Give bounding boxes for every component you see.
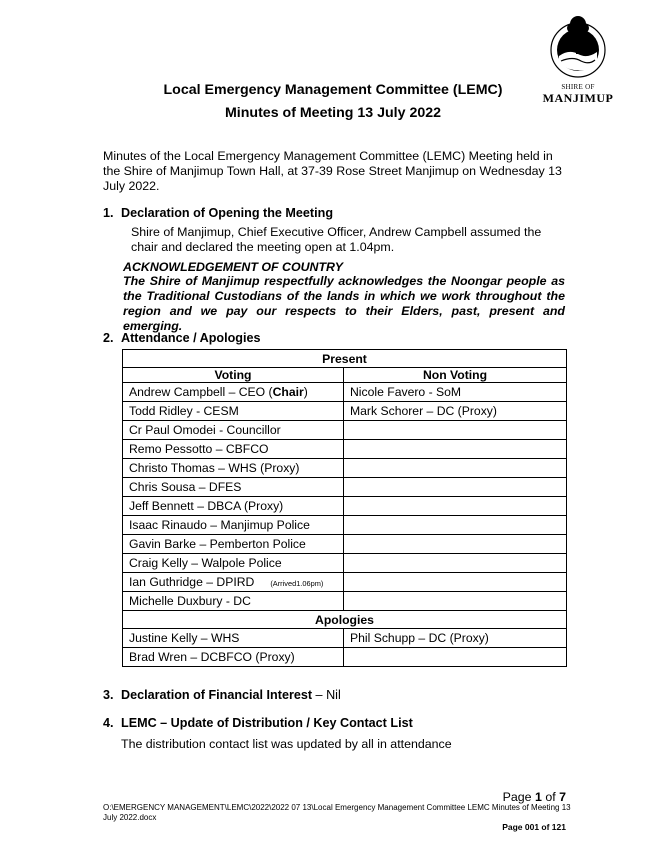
logo-name-line1: SHIRE OF xyxy=(561,83,595,91)
section-title: LEMC – Update of Distribution / Key Contact List xyxy=(121,716,413,730)
nonvoting-cell xyxy=(344,648,567,667)
section-title: Attendance / Apologies xyxy=(121,331,261,345)
voting-cell: Craig Kelly – Walpole Police xyxy=(123,554,344,573)
arrival-note: (Arrived1.06pm) xyxy=(270,579,324,588)
nonvoting-cell xyxy=(344,421,567,440)
section-4-heading xyxy=(103,716,413,730)
table-row xyxy=(123,592,567,611)
table-header-row xyxy=(123,350,567,368)
table-row xyxy=(123,402,567,421)
table-row xyxy=(123,554,567,573)
attendee-name: Andrew Campbell – CEO ( xyxy=(129,385,273,399)
nonvoting-cell xyxy=(344,440,567,459)
voting-cell: Justine Kelly – WHS xyxy=(123,629,344,648)
nonvoting-cell xyxy=(344,592,567,611)
voting-cell: Christo Thomas – WHS (Proxy) xyxy=(123,459,344,478)
page-prefix: Page xyxy=(502,790,535,804)
table-row xyxy=(123,573,567,592)
section-3-heading xyxy=(103,688,341,702)
shire-emblem-icon xyxy=(545,14,611,84)
voting-cell: Jeff Bennett – DBCA (Proxy) xyxy=(123,497,344,516)
voting-cell: Isaac Rinaudo – Manjimup Police xyxy=(123,516,344,535)
voting-cell xyxy=(123,573,344,592)
table-header-row xyxy=(123,611,567,629)
page-number xyxy=(503,790,566,804)
table-row xyxy=(123,459,567,478)
table-header-row xyxy=(123,368,567,383)
document-subtitle: Minutes of Meeting 13 July 2022 xyxy=(224,105,442,121)
voting-cell: Todd Ridley - CESM xyxy=(123,402,344,421)
page-total: 7 xyxy=(559,790,566,804)
voting-cell: Brad Wren – DCBFCO (Proxy) xyxy=(123,648,344,667)
chair-label: Chair xyxy=(272,385,304,399)
voting-header: Voting xyxy=(123,368,344,383)
intro-paragraph: Minutes of the Local Emergency Management Committee (LEMC) Meeting held in the Shire of Manjimup Town Hall, at 37-39 Rose Street Manjimup on Wednesday 13 July 2022. xyxy=(103,149,562,193)
section-1-body: Shire of Manjimup, Chief Executive Officer, Andrew Campbell assumed the chair and declared the meeting open at 1.04pm. xyxy=(131,225,542,254)
nonvoting-cell xyxy=(344,516,567,535)
attendance-table xyxy=(122,349,567,667)
section-number: 4. xyxy=(103,716,114,730)
acknowledgement-text: The Shire of Manjimup respectfully acknowledges the Noongar people as the Traditional Custodians of the lands in which we work throughout the region and we pay our respects to their Elders, past, present and emerging. xyxy=(123,274,565,333)
table-row xyxy=(123,383,567,402)
present-header: Present xyxy=(123,350,567,368)
nonvoting-cell xyxy=(344,554,567,573)
acknowledgement-heading: ACKNOWLEDGEMENT OF COUNTRY xyxy=(123,260,344,274)
table-row xyxy=(123,421,567,440)
voting-cell: Chris Sousa – DFES xyxy=(123,478,344,497)
nonvoting-cell: Mark Schorer – DC (Proxy) xyxy=(344,402,567,421)
document-title: Local Emergency Management Committee (LEMC) xyxy=(163,82,503,98)
apologies-header: Apologies xyxy=(123,611,567,629)
table-row xyxy=(123,535,567,554)
nonvoting-cell xyxy=(344,459,567,478)
table-row xyxy=(123,629,567,648)
voting-cell: Gavin Barke – Pemberton Police xyxy=(123,535,344,554)
nonvoting-header: Non Voting xyxy=(344,368,567,383)
attendee-name: Ian Guthridge – DPIRD xyxy=(129,575,255,589)
nonvoting-cell: Phil Schupp – DC (Proxy) xyxy=(344,629,567,648)
section-1-heading xyxy=(103,206,333,220)
nonvoting-cell xyxy=(344,573,567,592)
table-row xyxy=(123,516,567,535)
section-number: 2. xyxy=(103,331,114,345)
voting-cell: Remo Pessotto – CBFCO xyxy=(123,440,344,459)
table-row xyxy=(123,648,567,667)
table-row xyxy=(123,497,567,516)
nonvoting-cell xyxy=(344,535,567,554)
attendee-name-suffix: ) xyxy=(303,385,308,399)
page-current: 1 xyxy=(534,790,542,804)
section-2-heading xyxy=(103,331,260,345)
section-title: Declaration of Opening the Meeting xyxy=(121,206,334,220)
voting-cell: Michelle Duxbury - DC xyxy=(123,592,344,611)
section-number: 1. xyxy=(103,206,114,220)
voting-cell: Cr Paul Omodei - Councillor xyxy=(123,421,344,440)
voting-cell xyxy=(123,383,344,402)
section-number: 3. xyxy=(103,688,114,702)
page-mid: of xyxy=(541,790,560,804)
section-suffix: – Nil xyxy=(312,688,341,702)
logo-name-line2: MANJIMUP xyxy=(542,91,614,105)
nonvoting-cell xyxy=(344,478,567,497)
file-path: O:\EMERGENCY MANAGEMENT\LEMC\2022\2022 07 13\Local Emergency Management Committee LEMC Minutes of Meeting 13 July 2022.docx xyxy=(103,803,571,822)
table-row xyxy=(123,478,567,497)
nonvoting-cell: Nicole Favero - SoM xyxy=(344,383,567,402)
section-4-body: The distribution contact list was updated by all in attendance xyxy=(121,737,452,751)
page-reference: Page 001 of 121 xyxy=(502,822,566,832)
nonvoting-cell xyxy=(344,497,567,516)
table-row xyxy=(123,440,567,459)
section-title: Declaration of Financial Interest xyxy=(121,688,313,702)
